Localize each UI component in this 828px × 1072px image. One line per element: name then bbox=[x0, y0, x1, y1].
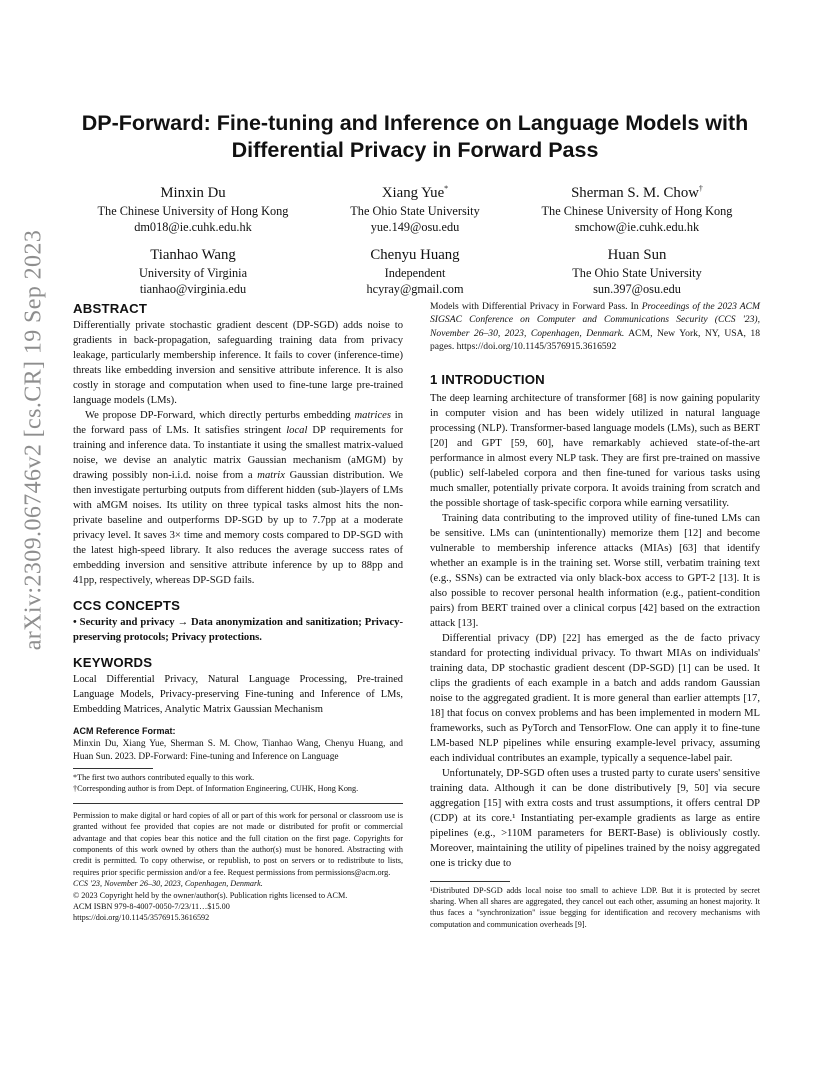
author-affiliation: The Chinese University of Hong Kong bbox=[97, 203, 289, 218]
arxiv-stamp-margin bbox=[4, 225, 64, 655]
intro-paragraph: The deep learning architecture of transformer [68] is now gaining popularity in computer vision and has been widely utilized in natural language processing (NLP). Transformer-based language models (LMs), such as BERT [20] and GPT [59, 60], have remarkably achieved state-of-the-art performance in almost every NLP task. They are first pre-trained on massive (public) self-labeled corpora and then fine-tuned for various tasks using much smaller, potentially private corpora. It avoids training from scratch and the possible shortage of task-specific corpora while earning versatility. bbox=[430, 392, 760, 509]
author-name: Huan Sun bbox=[607, 246, 667, 263]
abstract-heading: ABSTRACT bbox=[73, 301, 148, 316]
footnote-rule bbox=[73, 768, 153, 769]
footnote: *The first two authors contributed equally to this work. bbox=[73, 773, 255, 782]
author-email: tianhao@virginia.edu bbox=[139, 282, 247, 297]
arxiv-stamp: arXiv:2309.06746v2 [cs.CR] 19 Sep 2023 bbox=[20, 229, 47, 651]
footnote-rule bbox=[430, 881, 510, 882]
acm-reference-continued: Models with Differential Privacy in Forward Pass. In Proceedings of the 2023 ACM SIGSAC Conference on Computer and Communications Security (CCS '23), November 26–30, 2023, Copenhagen, Denmark. ACM, New York, NY, USA, 18 pages. https://doi.org/10.1145/3576915.3616592 bbox=[430, 301, 761, 353]
author-email: dm018@ie.cuhk.edu.hk bbox=[134, 220, 252, 235]
copyright-line: © 2023 Copyright held by the owner/author(s). Publication rights licensed to ACM. bbox=[73, 890, 348, 900]
left-column bbox=[73, 300, 403, 924]
keywords-text: Local Differential Privacy, Natural Language Processing, Pre-trained Language Models, Privacy-preserving Fine-tuning and Inference of LMs, Embedding Matrices, Analytic Matrix Gaussian Mechanism bbox=[73, 674, 403, 715]
author-email: smchow@ie.cuhk.edu.hk bbox=[574, 220, 700, 235]
author-affiliation: The Chinese University of Hong Kong bbox=[541, 203, 733, 218]
abstract-paragraph: We propose DP-Forward, which directly perturbs embedding matrices in the forward pass of LMs. It satisfies stringent local DP requirements for training and inference data. To instantiate it using the smallest matrix-valued noise, we devise an analytic matrix Gaussian mechanism (aMGM) by drawing possibly non-i.i.d. noise from a matrix Gaussian distribution. We then investigate perturbing outputs from different hidden (sub-)layers of LMs with aMGM noises. Its utility on three typical tasks almost hits the non-private baseline and outperforms DP-SGD by up to 7.7pp at a moderate privacy level. It saves 3× time and memory costs compared to DP-SGD with the latest high-speed library. It also reduces the average success rates of embedding inversion and sensitive attribute inference by up to 88pp and 41pp, respectively, whereas DP-SGD fails. bbox=[73, 410, 404, 586]
acm-reference-text: Minxin Du, Xiang Yue, Sherman S. M. Chow, Tianhao Wang, Chenyu Huang, and Huan Sun. 2023. DP-Forward: Fine-tuning and Inference on Language bbox=[73, 739, 403, 762]
keywords-heading: KEYWORDS bbox=[73, 655, 153, 670]
permission-notice: Permission to make digital or hard copies of all or part of this work for personal or classroom use is granted without fee provided that copies are not made or distributed for profit or commercial advantage and that copies bear this notice and the full citation on the first page. Copyrights for components of this work owned by others than the author(s) must be honored. Abstracting with credit is permitted. To copy otherwise, or republish, to post on servers or to redistribute to lists, requires prior specific permission and/or a fee. Request permissions from permissions@acm.org. bbox=[73, 810, 403, 877]
ccs-concepts: • Security and privacy → Data anonymization and sanitization; Privacy-preserving protocols; Privacy protections. bbox=[73, 617, 403, 643]
intro-paragraph: Differential privacy (DP) [22] has emerged as the de facto privacy standard for protecting individual privacy. To thwart MIAs on individuals' training data, DP stochastic gradient descent (DP-SGD) [1] can be used. It clips the gradients of each example in a batch and adds random Gaussian noise to the aggregated gradient. It is more general than earlier attempts [17, 18] that focus on convex problems and has been implemented in modern ML frameworks, such as PyTorch and TensorFlow. One can apply it to fine-tune LM-based NLP pipelines while ensuring example-level privacy, assuming each individual contributes an example, typically a sequence-label pair. bbox=[430, 632, 760, 764]
author-email: hcyray@gmail.com bbox=[366, 282, 464, 297]
author-name: Chenyu Huang bbox=[370, 246, 460, 263]
author-block bbox=[297, 241, 533, 298]
author-name: Tianhao Wang bbox=[150, 246, 236, 263]
intro-paragraph: Training data contributing to the improved utility of fine-tuned LMs can be sensitive. LMs can (unintentionally) memorize them [12] and become vulnerable to membership inference attacks (MIAs) [63] that identify whether an example is in the training set. Worse still, verbatim training text (e.g., SSNs) can be extracted via only black-box access to GPT-2 [13]. It is also possible to recover personal health information (e.g., patient-condition pairs) from BERT trained over a clinical corpus [42] based on the extraction attack [13]. bbox=[430, 512, 760, 629]
author-block bbox=[75, 179, 311, 236]
ccs-heading: CCS CONCEPTS bbox=[73, 598, 181, 613]
right-column bbox=[430, 300, 760, 930]
author-email: yue.149@osu.edu bbox=[370, 220, 460, 235]
footnote: †Corresponding author is from Dept. of Information Engineering, CUHK, Hong Kong. bbox=[73, 784, 359, 794]
author-block bbox=[75, 241, 311, 298]
abstract-paragraph: Differentially private stochastic gradient descent (DP-SGD) adds noise to gradients in back-propagation, safeguarding training data from privacy leakage, particularly membership inference. It fails to cover (inference-time) threats like embedding inversion and sensitive attribute inference. It is also costly in storage and computation when used to fine-tune large pre-trained language models (LMs). bbox=[73, 320, 403, 406]
permission-rule bbox=[73, 803, 403, 804]
author-affiliation: University of Virginia bbox=[138, 265, 248, 280]
author-block bbox=[519, 179, 755, 236]
author-affiliation: The Ohio State University bbox=[350, 203, 480, 218]
paper-title: DP-Forward: Fine-tuning and Inference on Language Models with Differential Privacy in Forward Pass bbox=[81, 111, 749, 162]
author-block bbox=[297, 179, 533, 236]
acm-reference-heading: ACM Reference Format: bbox=[73, 726, 176, 736]
introduction-heading: 1 INTRODUCTION bbox=[430, 371, 545, 387]
author-name: Xiang Yue* bbox=[381, 184, 449, 201]
intro-paragraph: Unfortunately, DP-SGD often uses a trusted party to curate users' sensitive training data. Although it can be done distributively [9, 50] via secure aggregation [15] with extra costs and trust assumptions, it offers central DP (CDP) at its core.¹ Instantiating per-example gradients as large as entire pipelines (e.g., >110M parameters for BERT-Base) is obliviously costly. Moreover, maintaining the utility of pipelines trained by the noisy aggregated one is tricky due to bbox=[430, 767, 760, 869]
author-block bbox=[519, 241, 755, 298]
author-affiliation: Independent bbox=[384, 265, 446, 280]
conference-line: CCS '23, November 26–30, 2023, Copenhagen, Denmark. bbox=[73, 879, 263, 889]
author-email: sun.397@osu.edu bbox=[593, 282, 681, 297]
author-name: Sherman S. M. Chow† bbox=[571, 184, 703, 201]
author-affiliation: The Ohio State University bbox=[572, 265, 702, 280]
author-name: Minxin Du bbox=[160, 184, 226, 201]
isbn-line: ACM ISBN 979-8-4007-0050-7/23/11…$15.00 bbox=[73, 902, 230, 912]
footnote: ¹Distributed DP-SGD adds local noise too small to achieve LDP. But it is protected by secret sharing. When all shares are aggregated, they cancel out each other, assuming an honest majority. It thus faces a "synchronization" issue begging for identification and recovery mechanisms with computation and communication overheads [9]. bbox=[430, 885, 760, 929]
doi-line: https://doi.org/10.1145/3576915.3616592 bbox=[73, 913, 210, 923]
